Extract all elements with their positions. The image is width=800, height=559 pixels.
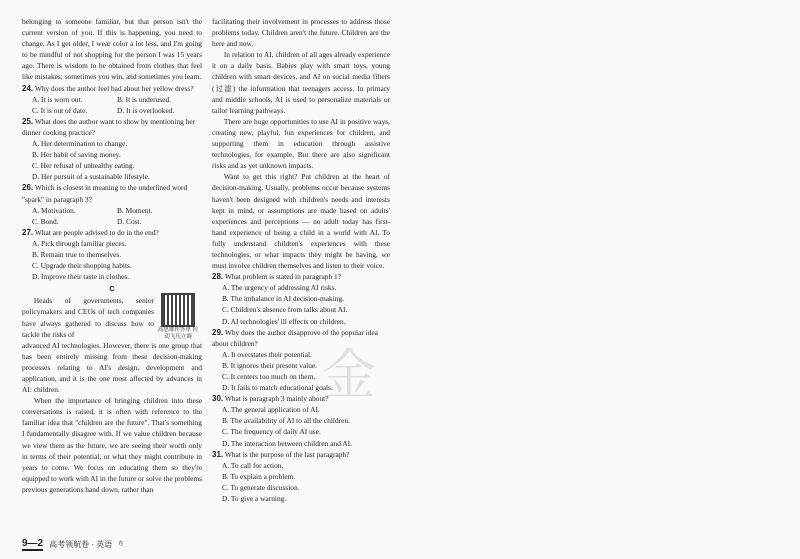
passage-paragraph: In relation to AI, children of all ages already experience it on a daily basis. Babies play with smart toys, young children with smart devices, and AI on social media filters (过滤) the information that teenagers access. In primary and middle schools, AI is used to personalize materials or tailor learning pathways.: [212, 50, 390, 115]
question-31: [212, 449, 390, 504]
option-c: C. To generate discussion.: [222, 482, 300, 492]
question-stem: What problem is stated in paragraph 1?: [224, 272, 342, 282]
option-b: B. It is underused.: [117, 94, 171, 104]
passage-paragraph: There are huge opportunities to use AI in positive ways, creating new, playful, fun experiences for children, and supporting them in education through assistive technologies, for example. But there are also significant risks and as yet unknown impacts.: [212, 116, 390, 171]
option-c: C. Bond.: [32, 216, 59, 226]
option-c: C. Her refusal of unhealthy eating.: [32, 161, 135, 171]
question-28: [212, 271, 390, 326]
option-d: D. Improve their taste in clothes.: [32, 272, 130, 282]
option-b: B. The imbalance in AI decision-making.: [222, 294, 344, 304]
question-number: 28.: [212, 272, 224, 282]
option-d: D. To give a warning.: [222, 494, 287, 504]
footer-tag: 卷: [118, 541, 124, 547]
passage-paragraph: Heads of governments, senior policymakers and CEOs of tech companies have always gathered to discuss how to tackle the risks of: [22, 296, 154, 339]
qr-caption: 高思维作答单 拉动飞凡立调: [157, 327, 199, 341]
passage-paragraph: advanced AI technologies. However, there is one group that has been entirely missing from these decision-making processes relating to AI's design, development and application, and it is the one most affected by advances in AI: children.: [22, 340, 202, 395]
option-d: D. AI technologies' ill effects on children.: [222, 316, 346, 326]
option-b: B. Moment.: [117, 205, 153, 215]
option-b: B. Remain true to themselves.: [32, 249, 122, 259]
question-stem: Which is closest in meaning to the underlined word "spark" in paragraph 3?: [22, 183, 188, 204]
question-27: [22, 227, 202, 282]
option-d: D. The interaction between children and AI.: [222, 438, 352, 448]
question-stem: What is paragraph 3 mainly about?: [224, 394, 329, 404]
option-c: C. It is out of date.: [32, 105, 88, 115]
watermark-logo: 金: [322, 343, 376, 406]
footer-title: 高考领航卷 · 英语: [49, 540, 113, 549]
passage-paragraph: When the importance of bringing children into these conversations is raised, it is often with reference to the familiar idea that "children are the future". That's something I fundamentally disagree with. If we value children because we view them as the future, we are seeing their worth only in terms of their potential, or what they might contribute in years to come. We focus on educating them so they're equipped to work with AI in the future or solve the problems previous generations hand down, rather than: [22, 396, 202, 494]
question-number: 27.: [22, 227, 34, 237]
option-a: A. The general application of AI.: [222, 405, 320, 415]
passage-paragraph: facilitating their involvement in processes to address those problems today. Children aren't the future. Children are the here and now.: [212, 17, 390, 49]
option-c: C. Upgrade their shopping habits.: [32, 261, 132, 271]
option-b: B. To explain a problem.: [222, 471, 296, 481]
option-b: B. Her habit of saving money.: [32, 150, 121, 160]
passage-c-start: [22, 295, 202, 395]
question-25: [22, 116, 202, 183]
question-number: 29.: [212, 327, 224, 337]
question-number: 30.: [212, 394, 224, 404]
option-a: A. To call for action.: [222, 460, 284, 470]
option-a: A. It is worn out.: [32, 94, 83, 104]
option-a: A. The urgency of addressing AI risks.: [222, 283, 337, 293]
page-footer: [22, 538, 123, 551]
option-d: D. It is overlooked.: [117, 105, 175, 115]
question-stem: Why does the author disapprove of the popular idea about children?: [212, 327, 378, 348]
question-stem: What is the purpose of the last paragraph?: [224, 449, 350, 459]
page-number: 9—2: [22, 538, 44, 549]
question-stem: What are people advised to do in the end?: [34, 227, 159, 237]
option-a: A. It overstates their potential.: [222, 349, 312, 359]
question-stem: Why does the author feel bad about her yellow dress?: [34, 83, 194, 93]
option-a: A. Motivation.: [32, 205, 76, 215]
question-stem: What does the author want to show by mentioning her dinner cooking practice?: [22, 116, 196, 137]
option-d: D. It fails to match educational goals.: [222, 383, 333, 393]
option-c: C. Children's absence from talks about AI.: [222, 305, 348, 315]
option-c: C. The frequency of daily AI use.: [222, 427, 321, 437]
question-24: [22, 83, 202, 116]
option-d: D. Cost.: [117, 216, 142, 226]
question-number: 25.: [22, 116, 34, 126]
qr-code-icon: [163, 295, 193, 325]
option-d: D. Her pursuit of a sustainable lifestyle.: [32, 172, 150, 182]
question-number: 31.: [212, 449, 224, 459]
passage-b-ending: belonging to someone familiar, but that person isn't the current version of you. If this is happening, you need to change. As I get older, I wear color a lot less, and I'm going to be mindful of not shopping for the person I was 15 years ago. There is wisdom to be obtained from clothes that feel like mistakes; sometimes you win, and sometimes you learn.: [22, 17, 202, 82]
option-a: A. Pick through familiar pieces.: [32, 238, 127, 248]
question-26: [22, 182, 202, 226]
section-heading: C: [109, 284, 115, 294]
qr-code-block: [156, 295, 200, 341]
question-number: 24.: [22, 83, 34, 93]
passage-paragraph: Want to get this right? Put children at the heart of decision-making. Usually, problems occur because systems haven't been designed with children's needs and interests kept in mind, or assumptions are made based on adults' experiences and perceptions — no adult today has first-hand experience of being a child in a world with AI. To fully understand children's experiences with these technologies, or what impacts they might be having, we must involve children themselves and listen to their voice.: [212, 172, 390, 271]
option-a: A. Her determination to change.: [32, 139, 128, 149]
question-number: 26.: [22, 183, 34, 193]
option-b: B. The availability of AI to all the children.: [222, 416, 350, 426]
left-column: [22, 16, 202, 495]
option-b: B. It ignores their present value.: [222, 360, 318, 370]
option-c: C. It centers too much on them.: [222, 372, 316, 381]
